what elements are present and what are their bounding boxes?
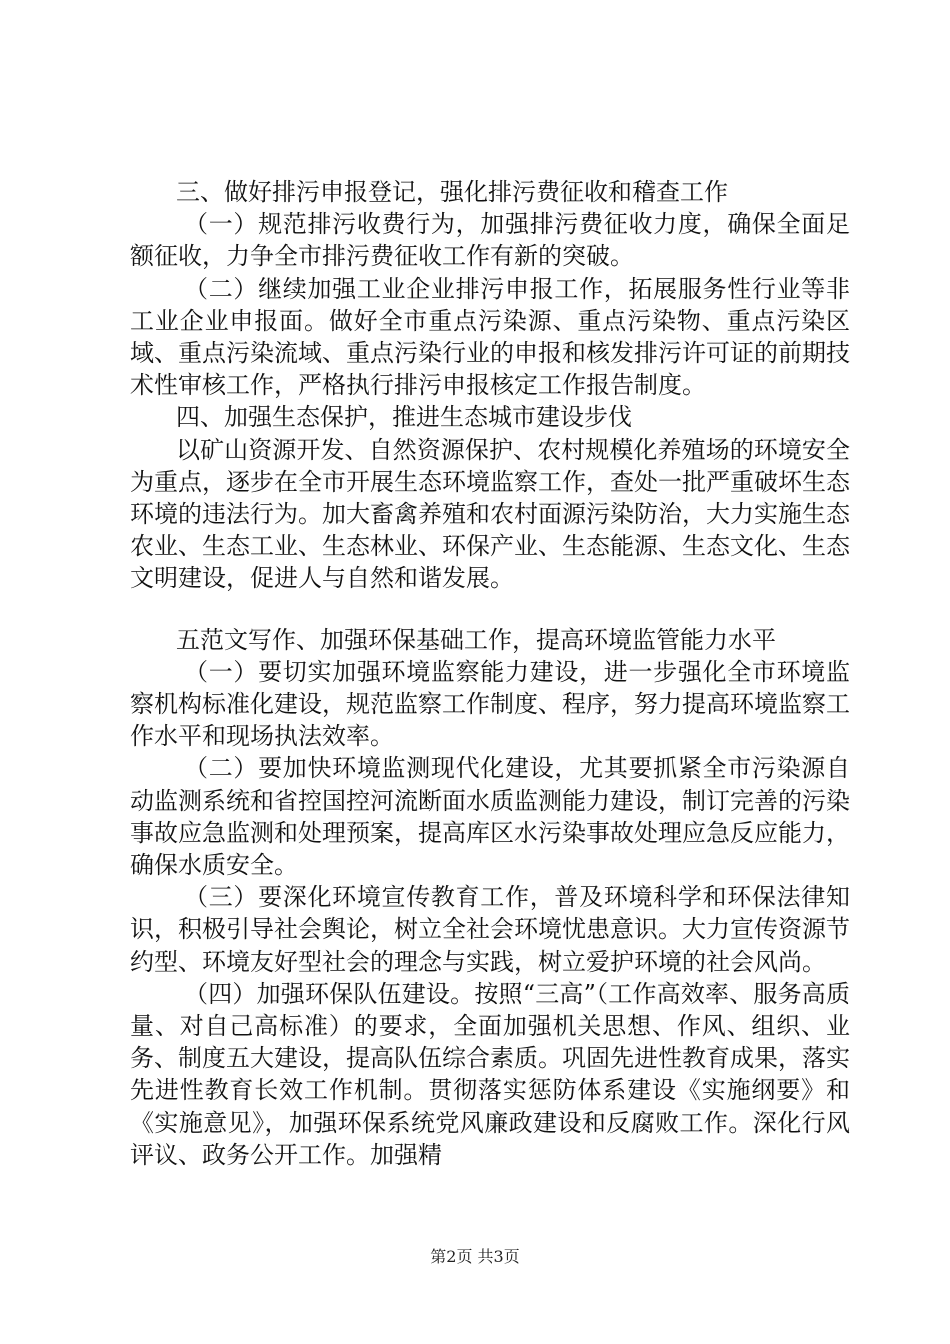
paragraph-5-1: （一）要切实加强环境监察能力建设，进一步强化全市环境监察机构标准化建设，规范监察工作制度、程序，努力提高环境监察工作水平和现场执法效率。 [130, 657, 850, 751]
paragraph-5-3: （三）要深化环境宣传教育工作，普及环境科学和环保法律知识，积极引导社会舆论，树立全社会环境忧患意识。大力宣传资源节约型、环境友好型社会的理念与实践，树立爱护环境的社会风尚。 [130, 883, 850, 976]
document-body [130, 176, 850, 1171]
paragraph-3-2: （二）继续加强工业企业排污申报工作，拓展服务性行业等非工业企业申报面。做好全市重点污染源、重点污染物、重点污染区域、重点污染流域、重点污染行业的申报和核发排污许可证的前期技术性审核工作，严格执行排污申报核定工作报告制度。 [130, 274, 850, 400]
paragraph-3-1: （一）规范排污收费行为，加强排污费征收力度，确保全面足额征收，力争全市排污费征收工作有新的突破。 [130, 210, 850, 271]
page-footer: 第2页 共3页 [430, 1247, 520, 1266]
section-heading-4: 四、加强生态保护，推进生态城市建设步伐 [176, 403, 632, 432]
paragraph-5-2: （二）要加快环境监测现代化建设，尤其要抓紧全市污染源自动监测系统和省控国控河流断面水质监测能力建设，制订完善的污染事故应急监测和处理预案，提高库区水污染事故处理应急反应能力，确保水质安全。 [130, 754, 850, 880]
paragraph-5-4: （四）加强环保队伍建设。按照“三高”（工作高效率、服务高质量、对自己高标准）的要求，全面加强机关思想、作风、组织、业务、制度五大建设，提高队伍综合素质。巩固先进性教育成果，落实先进性教育长效工作机制。贯彻落实惩防体系建设《实施纲要》和《实施意见》，加强环保系统党风廉政建设和反腐败工作。深化行风评议、政务公开工作。加强精 [130, 979, 850, 1169]
section-heading-5: 五范文写作、加强环保基础工作，提高环境监管能力水平 [176, 625, 776, 654]
paragraph-4-body: 以矿山资源开发、自然资源保护、农村规模化养殖场的环境安全为重点，逐步在全市开展生态环境监察工作，查处一批严重破坏生态环境的违法行为。加大畜禽养殖和农村面源污染防治，大力实施生态农业、生态工业、生态林业、环保产业、生态能源、生态文化、生态文明建设，促进人与自然和谐发展。 [130, 435, 850, 593]
section-heading-3: 三、做好排污申报登记，强化排污费征收和稽查工作 [176, 178, 728, 206]
